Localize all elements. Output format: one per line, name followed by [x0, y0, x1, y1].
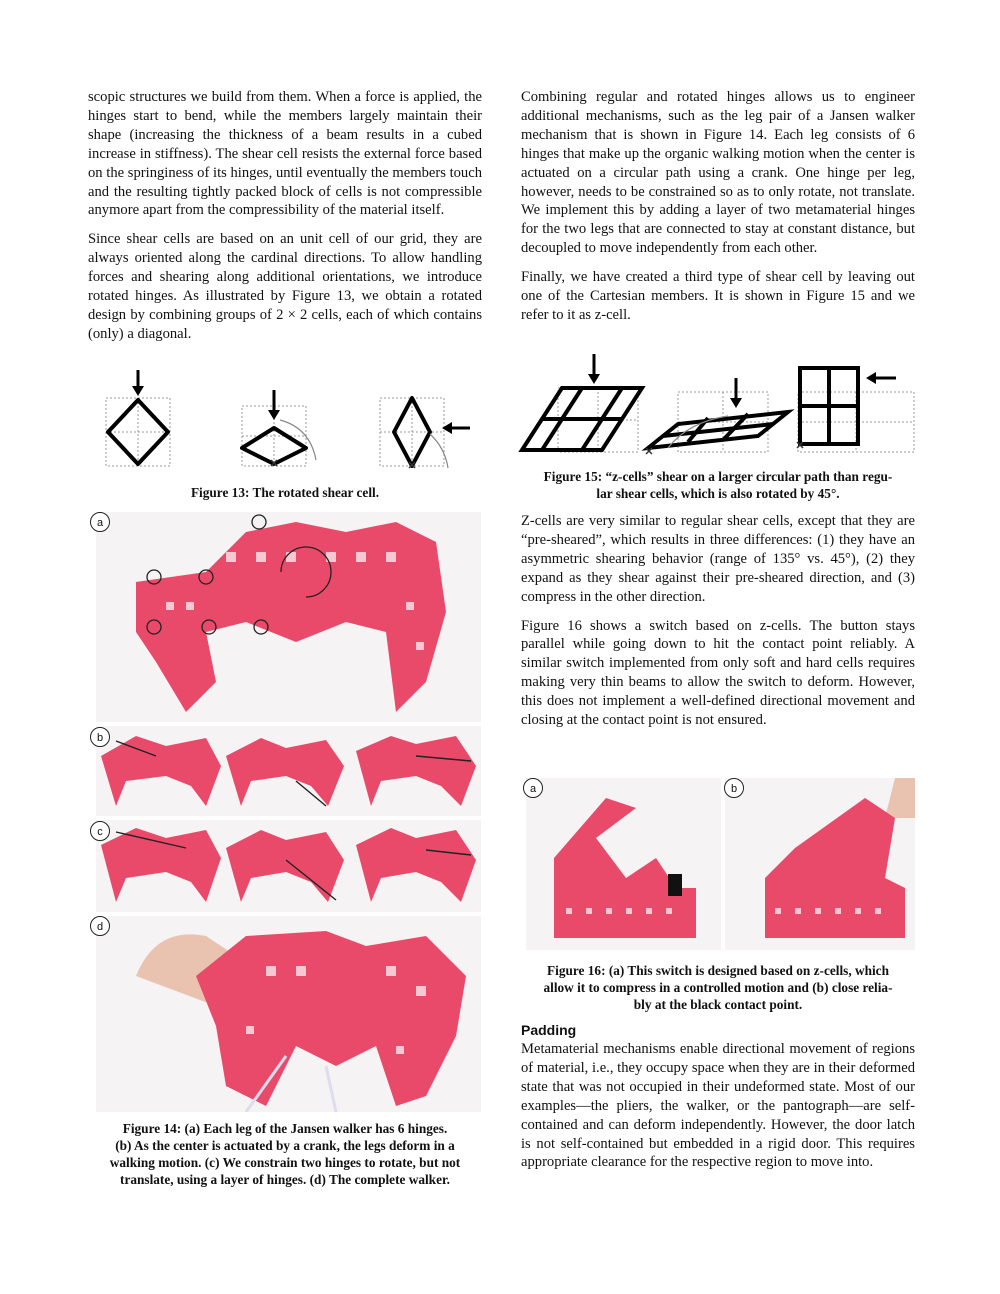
figure-14-caption: [88, 1120, 482, 1188]
figure-16-label-a: a: [523, 778, 543, 798]
figure-14a-photo: [96, 512, 481, 722]
figure-16-caption-line-1: Figure 16: (a) This switch is designed based on z-cells, which: [547, 963, 889, 978]
left-column: [88, 88, 482, 344]
padding-paragraph: Metamaterial mechanisms enable directional movement of regions of material, i.e., they occupy space when they are in their deformed state that was not occupied in their undeformed state. Most of our examples—the pliers, the walker, or the pantograph—are self-contained and can deform independently. However, the door latch is not self-contained but embedded in a rigid door. This requires appropriate clearance for the respective region to move into.: [521, 1041, 915, 1171]
left-paragraph-1: scopic structures we build from them. When a force is applied, the hinges start to bend, while the members largely maintain their shape (increasing the thickness of a beam results in a cubed increase in stiffness). The shear cell resists the external force based on the springiness of its hinges, until eventually the members touch and the resulting tightly packed block of cells is not compressible anymore apart from the compressibility of the material itself.: [88, 89, 482, 219]
figure-14d-photo: [96, 916, 481, 1112]
figure-14-caption-line-1: Figure 14: (a) Each leg of the Jansen walker has 6 hinges.: [122, 1121, 448, 1136]
figure-16-label-b: b: [724, 778, 744, 798]
figure-16-caption-line-3: bly at the black contact point.: [633, 997, 803, 1012]
figure-15-caption: [521, 468, 915, 502]
right-paragraph-1: Combining regular and rotated hinges allows us to engineer additional mechanisms, such as the leg pair of a Jansen walker mechanism that is shown in Figure 14. Each leg consists of 6 hinges that make up the organic walking motion when the center is actuated on a circular path using a crank. One hinge per leg, however, needs to be constrained so as to only rotate, not translate. We implement this by adding a layer of two metamaterial hinges for the two legs that are connected to stay at constant distance, but decoupled to move independently from each other.: [521, 89, 915, 257]
right-paragraph-2: Finally, we have created a third type of shear cell by leaving out one of the Cartesian members. It is shown in Figure 15 and we refer to it as z-cell.: [521, 269, 915, 323]
figure-15-caption-line-1: Figure 15: “z-cells” shear on a larger circular path than regu-: [543, 469, 893, 484]
figure-16-caption: [521, 962, 915, 1013]
figure-15-diagram: [518, 352, 918, 460]
section-heading-padding: Padding: [521, 1022, 577, 1038]
figure-14b-photo: [96, 726, 481, 816]
right-paragraph-3: Z-cells are very similar to regular shear cells, except that they are “pre-sheared”, which results in three differences: (1) they have an asymmetric shearing behavior (range of 135° vs. 45°), (2) they expand as they shear against their pre-sheared direction, and (3) compress in the other direction.: [521, 513, 915, 605]
figure-14-label-d: d: [90, 916, 110, 936]
figure-14-caption-line-2: (b) As the center is actuated by a crank, the legs deform in a: [115, 1138, 455, 1153]
figure-14-caption-line-3: walking motion. (c) We constrain two hinges to rotate, but not: [109, 1155, 461, 1170]
figure-13-caption: Figure 13: The rotated shear cell.: [190, 485, 380, 500]
left-paragraph-2: Since shear cells are based on an unit cell of our grid, they are always oriented along the cardinal directions. To allow handling forces and shearing along additional orientations, we introduce rotated hinges. As illustrated by Figure 13, we obtain a rotated design by combining groups of 2 × 2 cells, each of which contains (only) a diagonal.: [88, 231, 482, 342]
right-column-middle: [521, 512, 915, 730]
figure-14-caption-line-4: translate, using a layer of hinges. (d) The complete walker.: [120, 1172, 450, 1187]
right-paragraph-4: Figure 16 shows a switch based on z-cells. The button stays parallel while going down to hit the contact point reliably. A similar switch implemented from only soft and hard cells requires making very thin beams to allow the switch to deform. However, this does not implement a well-defined directional movement and closing at the contact point is not ensured.: [521, 617, 915, 729]
figure-14-label-b: b: [90, 727, 110, 747]
figure-15-caption-line-2: lar shear cells, which is also rotated by 45°.: [596, 486, 840, 501]
figure-14-label-c: c: [90, 821, 110, 841]
figure-16a-photo: [526, 778, 721, 950]
padding-section: [521, 1040, 915, 1172]
right-column-top: [521, 88, 915, 325]
figure-14c-photo: [96, 820, 481, 912]
figure-16b-photo: [725, 778, 915, 950]
figure-16-caption-line-2: allow it to compress in a controlled motion and (b) close relia-: [543, 980, 893, 995]
figure-14-label-a: a: [90, 512, 110, 532]
figure-13-diagram: [100, 368, 480, 472]
